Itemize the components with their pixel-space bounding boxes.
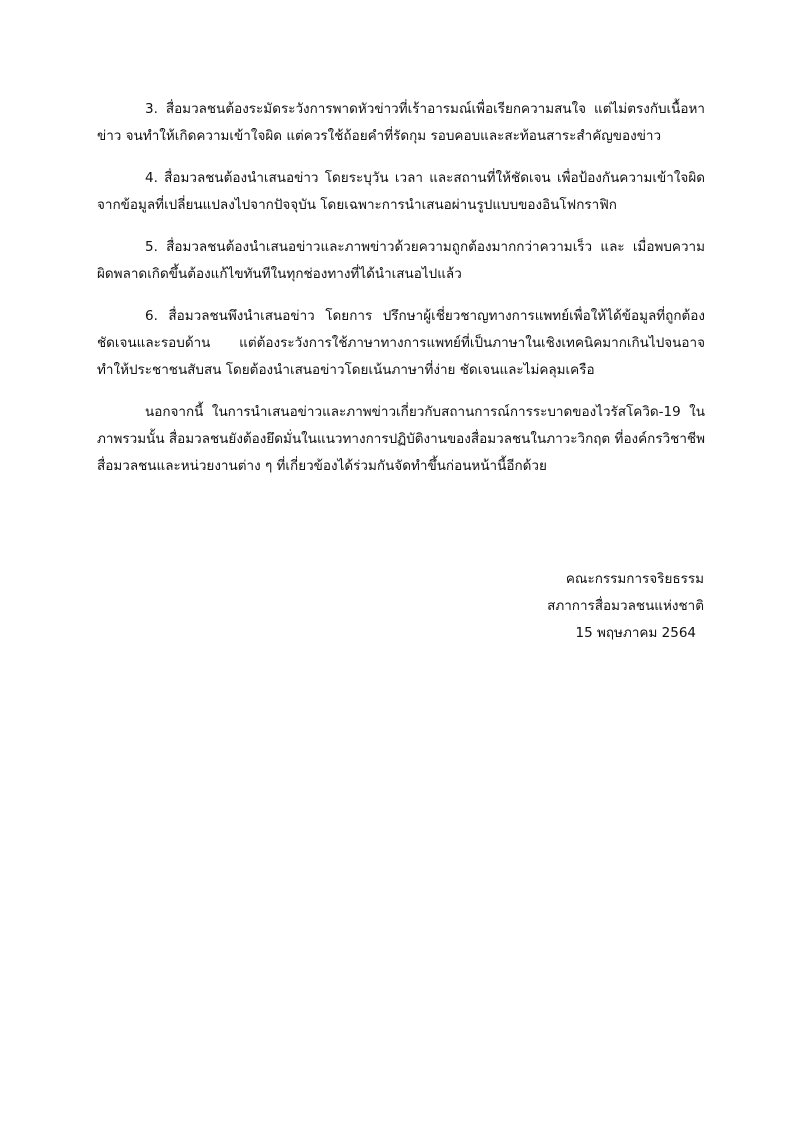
paragraph-item-4: 4. สื่อมวลชนต้องนำเสนอข่าว โดยระบุวัน เวลา และสถานที่ให้ชัดเจน เพื่อป้องกันความเข้าใจผิดจากข้อมูลที่เปลี่ยนแปลงไปจากปัจจุบัน โดยเฉพาะการนำเสนอผ่านรูปแบบของอินโฟกราฟิก — [97, 170, 705, 213]
paragraph-closing: นอกจากนี้ ในการนำเสนอข่าวและภาพข่าวเกี่ยวกับสถานการณ์การระบาดของไวรัสโควิด-19 ในภาพรวมนั้น สื่อมวลชนยังต้องยึดมั่นในแนวทางการปฏิบัติงานของสื่อมวลชนในภาวะวิกฤต ที่องค์กรวิชาชีพสื่อมวลชนและหน่วยงานต่าง ๆ ที่เกี่ยวข้องได้ร่วมกันจัดทำขึ้นก่อนหน้านี้อีกด้วย — [97, 404, 705, 474]
signature-committee: คณะกรรมการจริยธรรม — [565, 571, 704, 587]
paragraph-item-3: 3. สื่อมวลชนต้องระมัดระวังการพาดหัวข่าวที่เร้าอารมณ์เพื่อเรียกความสนใจ แต่ไม่ตรงกับเนื้อหาข่าว จนทำให้เกิดความเข้าใจผิด แต่ควรใช้ถ้อยคำที่รัดกุม รอบคอบและสะท้อนสาระสำคัญของข่าว — [97, 101, 705, 144]
paragraph-item-6: 6. สื่อมวลชนพึงนำเสนอข่าว โดยการ ปรึกษาผู้เชี่ยวชาญทางการแพทย์เพื่อให้ได้ข้อมูลที่ถูกต้องชัดเจนและรอบด้าน แต่ต้องระวังการใช้ภาษาทางการแพทย์ที่เป็นภาษาในเชิงเทคนิคมากเกินไปจนอาจทำให้ประชาชนสับสน โดยต้องนำเสนอข่าวโดยเน้นภาษาที่ง่าย ชัดเจนและไม่คลุมเครือ — [97, 308, 705, 378]
signature-organization: สภาการสื่อมวลชนแห่งชาติ — [547, 598, 704, 614]
signature-date: 15 พฤษภาคม 2564 — [575, 625, 696, 641]
signature-block — [547, 566, 704, 647]
document-body — [97, 96, 705, 495]
paragraph-item-5: 5. สื่อมวลชนต้องนำเสนอข่าวและภาพข่าวด้วยความถูกต้องมากกว่าความเร็ว และ เมื่อพบความผิดพลาดเกิดขึ้นต้องแก้ไขทันทีในทุกช่องทางที่ได้นำเสนอไปแล้ว — [97, 239, 705, 282]
